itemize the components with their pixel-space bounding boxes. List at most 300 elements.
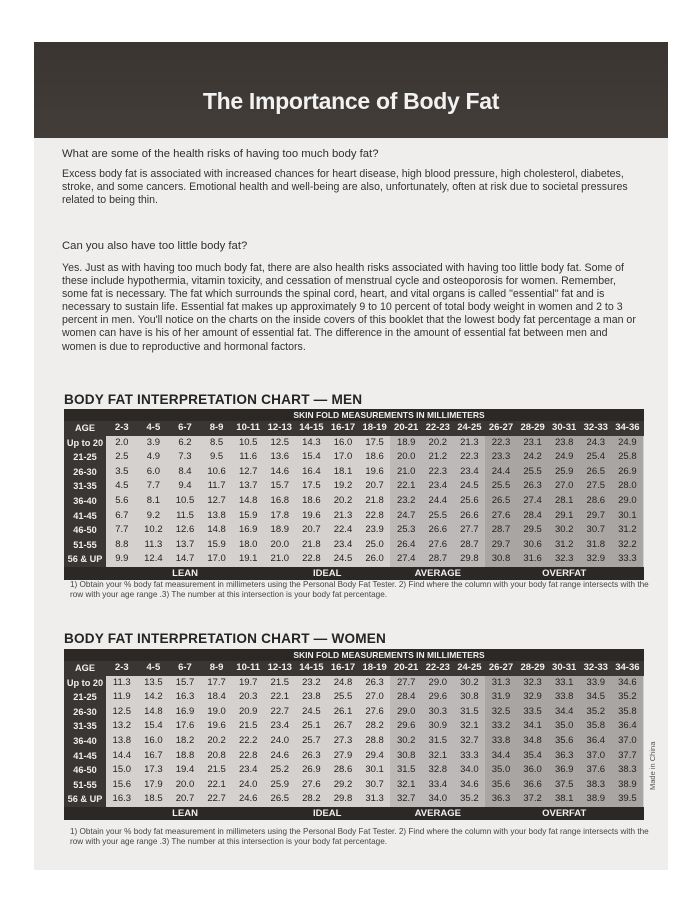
- table-cell: 11.6: [239, 451, 258, 463]
- table-cell: 13.5: [144, 676, 163, 688]
- table-cell: 35.2: [454, 792, 486, 807]
- column-header: 16-17: [330, 422, 356, 433]
- table-cell: 24.9: [548, 450, 580, 465]
- table-cell: 22.8: [238, 749, 258, 761]
- table-cell: 36.9: [548, 763, 580, 778]
- table-cell: 30.3: [422, 705, 454, 720]
- table-cell: 28.7: [454, 538, 486, 553]
- table-cell: 24.0: [238, 778, 258, 790]
- table-cell: 14.8: [207, 524, 226, 536]
- table-cell: 34.8: [517, 734, 549, 749]
- table-cell: 18.2: [175, 734, 195, 746]
- table-cell: 16.8: [270, 494, 290, 506]
- page-sheet: [34, 42, 668, 870]
- column-header: 8-9: [209, 422, 224, 433]
- table-cell: 22.4: [333, 524, 353, 536]
- table-cell: 32.1: [390, 778, 422, 793]
- table-cell: 28.7: [422, 552, 454, 567]
- table-cell: 18.8: [175, 749, 195, 761]
- age-label: 36-40: [64, 734, 106, 749]
- table-cell: 15.9: [238, 509, 258, 521]
- table-row: [64, 676, 644, 691]
- age-label: 21-25: [64, 690, 106, 705]
- table-cell: 15.4: [302, 451, 321, 463]
- table-row: [64, 705, 644, 720]
- table-cell: 25.1: [302, 720, 321, 732]
- table-cell: 9.4: [178, 480, 192, 492]
- table-cell: 29.7: [485, 538, 517, 553]
- table-cell: 26.3: [302, 749, 321, 761]
- table-cell: 21.5: [207, 764, 226, 776]
- column-header: 4-5: [146, 422, 161, 433]
- table-cell: 27.6: [302, 778, 321, 790]
- table-cell: 22.1: [270, 691, 290, 703]
- table-cell: 14.8: [238, 494, 258, 506]
- column-header-row: [64, 421, 644, 436]
- table-cell: 21.0: [390, 465, 422, 480]
- chart-women: [64, 649, 644, 820]
- table-cell: 34.0: [422, 792, 454, 807]
- table-cell: 25.8: [612, 450, 644, 465]
- table-cell: 27.4: [390, 552, 422, 567]
- table-cell: 12.5: [112, 705, 132, 717]
- table-cell: 36.3: [548, 749, 580, 764]
- table-cell: 17.3: [144, 764, 163, 776]
- table-cell: 25.5: [485, 479, 517, 494]
- column-header: 18-19: [362, 422, 387, 433]
- column-header: 10-11: [236, 662, 261, 673]
- table-cell: 35.8: [580, 719, 612, 734]
- table-cell: 8.4: [178, 465, 192, 477]
- table-cell: 24.4: [422, 494, 454, 509]
- table-row: [64, 719, 644, 734]
- table-cell: 28.7: [485, 523, 517, 538]
- column-header: 24-25: [457, 662, 482, 673]
- table-row: [64, 523, 644, 538]
- table-cell: 13.8: [112, 734, 132, 746]
- table-cell: 22.7: [270, 705, 290, 717]
- table-cell: 19.0: [207, 705, 226, 717]
- table-cell: 26.9: [302, 764, 321, 776]
- table-cell: 36.4: [580, 734, 612, 749]
- table-cell: 26.5: [580, 465, 612, 480]
- table-cell: 30.6: [517, 538, 549, 553]
- table-cell: 29.0: [390, 705, 422, 720]
- column-header: 6-7: [178, 422, 192, 433]
- table-cell: 31.5: [422, 734, 454, 749]
- table-cell: 4.5: [115, 480, 129, 492]
- table-cell: 33.5: [517, 705, 549, 720]
- table-cell: 32.1: [454, 719, 486, 734]
- table-cell: 2.0: [115, 436, 129, 448]
- table-cell: 19.4: [175, 764, 195, 776]
- table-cell: 29.0: [422, 676, 454, 691]
- table-cell: 26.5: [270, 793, 290, 805]
- table-cell: 27.4: [517, 494, 549, 509]
- question-1: What are some of the health risks of having too much body fat?: [62, 148, 379, 160]
- table-cell: 37.7: [612, 749, 644, 764]
- table-cell: 24.6: [238, 793, 258, 805]
- table-cell: 19.6: [207, 720, 226, 732]
- table-cell: 20.7: [302, 524, 321, 536]
- table-cell: 9.5: [209, 451, 224, 463]
- table-cell: 24.4: [485, 465, 517, 480]
- age-label: Up to 20: [64, 436, 106, 451]
- table-cell: 35.6: [485, 778, 517, 793]
- table-cell: 12.7: [238, 465, 258, 477]
- table-cell: 30.9: [422, 719, 454, 734]
- table-cell: 29.6: [390, 719, 422, 734]
- table-cell: 28.8: [365, 734, 384, 746]
- column-header-row: [64, 661, 644, 676]
- table-row: [64, 450, 644, 465]
- column-header: 32-33: [583, 422, 608, 433]
- table-row: [64, 465, 644, 480]
- table-cell: 2.5: [115, 451, 129, 463]
- table-cell: 16.3: [175, 691, 195, 703]
- table-cell: 28.2: [302, 793, 321, 805]
- table-cell: 34.6: [454, 778, 486, 793]
- table-cell: 27.6: [365, 705, 384, 717]
- column-header: 30-31: [552, 662, 577, 673]
- table-cell: 14.8: [144, 705, 163, 717]
- table-cell: 24.9: [612, 436, 644, 451]
- table-cell: 17.5: [302, 480, 321, 492]
- table-cell: 26.3: [365, 676, 384, 688]
- age-label: 51-55: [64, 778, 106, 793]
- table-cell: 22.7: [207, 793, 226, 805]
- table-cell: 17.6: [175, 720, 195, 732]
- table-cell: 25.6: [454, 494, 486, 509]
- table-cell: 34.1: [517, 719, 549, 734]
- table-cell: 25.9: [270, 778, 290, 790]
- column-header: 20-21: [394, 662, 419, 673]
- table-cell: 38.9: [612, 778, 644, 793]
- table-cell: 16.0: [333, 436, 353, 448]
- table-cell: 23.8: [548, 436, 580, 451]
- table-cell: 20.7: [365, 480, 384, 492]
- table-cell: 14.2: [144, 691, 163, 703]
- column-header: 34-36: [615, 662, 640, 673]
- table-row: [64, 690, 644, 705]
- table-cell: 15.6: [112, 778, 132, 790]
- age-label: 26-30: [64, 465, 106, 480]
- band-label-lean: LEAN: [172, 567, 198, 579]
- table-cell: 13.8: [207, 509, 226, 521]
- table-cell: 17.5: [365, 436, 384, 448]
- table-cell: 11.3: [112, 676, 131, 688]
- table-cell: 7.7: [115, 524, 129, 536]
- table-cell: 26.7: [333, 720, 353, 732]
- chart-title-women: BODY FAT INTERPRETATION CHART — WOMEN: [64, 631, 387, 646]
- table-cell: 13.2: [112, 720, 132, 732]
- table-cell: 20.2: [422, 436, 454, 451]
- table-cell: 33.2: [485, 719, 517, 734]
- table-cell: 27.5: [580, 479, 612, 494]
- column-header: 18-19: [362, 662, 387, 673]
- table-cell: 33.8: [485, 734, 517, 749]
- table-cell: 18.5: [144, 793, 163, 805]
- table-cell: 18.6: [365, 451, 384, 463]
- table-cell: 28.4: [390, 690, 422, 705]
- table-cell: 35.0: [548, 719, 580, 734]
- table-cell: 18.9: [270, 524, 290, 536]
- table-cell: 26.3: [517, 479, 549, 494]
- age-label: 41-45: [64, 749, 106, 764]
- table-cell: 28.2: [365, 720, 384, 732]
- column-header: 2-3: [114, 422, 129, 433]
- age-label: 46-50: [64, 763, 106, 778]
- table-cell: 28.1: [548, 494, 580, 509]
- table-cell: 24.5: [454, 479, 486, 494]
- table-cell: 12.7: [207, 494, 226, 506]
- column-header: 22-23: [425, 662, 450, 673]
- table-cell: 37.0: [580, 749, 612, 764]
- table-cell: 20.7: [175, 793, 195, 805]
- table-cell: 25.0: [365, 538, 384, 550]
- table-cell: 6.2: [178, 436, 192, 448]
- column-header: 8-9: [209, 662, 224, 673]
- table-cell: 15.9: [207, 538, 226, 550]
- table-cell: 30.7: [365, 778, 384, 790]
- table-cell: 4.9: [146, 451, 160, 463]
- table-cell: 11.9: [112, 691, 131, 703]
- table-cell: 23.4: [422, 479, 454, 494]
- table-row: [64, 778, 644, 793]
- table-row: [64, 749, 644, 764]
- table-cell: 30.7: [580, 523, 612, 538]
- table-cell: 16.7: [144, 749, 163, 761]
- table-cell: 18.1: [333, 465, 353, 477]
- table-cell: 25.9: [548, 465, 580, 480]
- table-cell: 15.7: [175, 676, 195, 688]
- table-cell: 12.6: [175, 524, 195, 536]
- table-cell: 31.3: [365, 793, 384, 805]
- age-header: AGE: [64, 421, 106, 436]
- age-label: 31-35: [64, 479, 106, 494]
- column-header: 10-11: [236, 422, 261, 433]
- table-cell: 34.4: [548, 705, 580, 720]
- table-cell: 22.3: [454, 450, 486, 465]
- table-cell: 11.5: [176, 509, 194, 521]
- table-cell: 21.2: [422, 450, 454, 465]
- table-cell: 14.7: [175, 553, 195, 565]
- table-cell: 26.4: [390, 538, 422, 553]
- table-row: [64, 538, 644, 553]
- table-cell: 12.4: [144, 553, 163, 565]
- table-cell: 17.0: [207, 553, 226, 565]
- table-cell: 33.1: [548, 676, 580, 691]
- table-cell: 20.0: [175, 778, 195, 790]
- table-row: [64, 552, 644, 567]
- table-cell: 13.6: [270, 451, 290, 463]
- age-label: 26-30: [64, 705, 106, 720]
- table-cell: 24.6: [270, 749, 290, 761]
- table-cell: 20.9: [238, 705, 258, 717]
- table-cell: 15.7: [270, 480, 290, 492]
- table-row: [64, 436, 644, 451]
- table-cell: 25.7: [302, 734, 321, 746]
- age-label: 31-35: [64, 719, 106, 734]
- table-cell: 7.3: [178, 451, 192, 463]
- table-cell: 30.8: [485, 552, 517, 567]
- chart-note-men: 1) Obtain your % body fat measurement in millimeters using the Personal Body Fat Tester. 2) Find where the column with your body fat range intersects with the row with your age range .3) The number at this intersection is your body fat percentage.: [70, 580, 649, 599]
- table-cell: 25.4: [580, 450, 612, 465]
- table-cell: 14.3: [302, 436, 321, 448]
- table-cell: 35.2: [580, 705, 612, 720]
- table-row: [64, 494, 644, 509]
- table-cell: 8.1: [146, 494, 160, 506]
- table-cell: 24.5: [302, 705, 321, 717]
- chart-men: [64, 409, 644, 580]
- table-cell: 29.1: [548, 509, 580, 524]
- table-cell: 28.0: [612, 479, 644, 494]
- column-header: 28-29: [520, 662, 545, 673]
- table-cell: 16.0: [144, 734, 163, 746]
- table-cell: 25.5: [333, 691, 353, 703]
- table-row: [64, 792, 644, 807]
- table-cell: 29.8: [454, 552, 486, 567]
- table-cell: 30.2: [390, 734, 422, 749]
- table-cell: 11.7: [207, 480, 226, 492]
- column-header: 14-15: [299, 662, 324, 673]
- table-cell: 10.5: [238, 436, 258, 448]
- band-legend-row: [64, 567, 644, 580]
- column-header: 30-31: [552, 422, 577, 433]
- table-cell: 16.4: [302, 465, 321, 477]
- table-cell: 20.2: [207, 734, 226, 746]
- table-cell: 17.0: [333, 451, 353, 463]
- column-header: 2-3: [114, 662, 129, 673]
- table-row: [64, 479, 644, 494]
- table-cell: 3.9: [146, 436, 160, 448]
- age-label: 51-55: [64, 538, 106, 553]
- page-title: The Importance of Body Fat: [202, 88, 500, 114]
- age-label: 46-50: [64, 523, 106, 538]
- column-header: 26-27: [488, 662, 514, 673]
- table-cell: 33.9: [580, 676, 612, 691]
- table-cell: 37.6: [580, 763, 612, 778]
- band-label-average: AVERAGE: [414, 807, 461, 819]
- band-label-ideal: IDEAL: [312, 807, 342, 819]
- table-cell: 32.1: [422, 749, 454, 764]
- table-cell: 27.0: [365, 691, 384, 703]
- column-header: 28-29: [520, 422, 545, 433]
- table-cell: 26.0: [365, 553, 384, 565]
- table-cell: 21.8: [302, 538, 321, 550]
- table-cell: 29.8: [333, 793, 353, 805]
- table-cell: 22.1: [390, 479, 422, 494]
- column-header: 24-25: [457, 422, 482, 433]
- table-cell: 3.5: [115, 465, 129, 477]
- age-label: 56 & UP: [64, 792, 106, 807]
- answer-1: Excess body fat is associated with increased chances for heart disease, high blood pressure, high cholesterol, diabetes, stroke, and some cancers. Emotional health and well-being are also, unfortunately, often at risk due to societal pressures related to being thin.: [62, 168, 628, 207]
- table-cell: 24.5: [333, 553, 353, 565]
- table-cell: 32.9: [517, 690, 549, 705]
- table-cell: 10.6: [207, 465, 226, 477]
- column-header: 4-5: [146, 662, 161, 673]
- table-cell: 20.0: [390, 450, 422, 465]
- table-cell: 23.1: [517, 436, 549, 451]
- table-cell: 7.7: [146, 480, 160, 492]
- table-cell: 6.7: [115, 509, 129, 521]
- table-cell: 35.6: [548, 734, 580, 749]
- table-cell: 30.8: [390, 749, 422, 764]
- table-row: [64, 734, 644, 749]
- table-cell: 26.9: [612, 465, 644, 480]
- table-cell: 33.8: [548, 690, 580, 705]
- chart-note-women: 1) Obtain your % body fat measurement in millimeters using the Personal Body Fat Tester. 2) Find where the column with your body fat range intersects with the row with your age range .3) The number at this intersection is your body fat percentage.: [70, 827, 649, 846]
- table-cell: 27.9: [333, 749, 353, 761]
- table-cell: 29.2: [333, 778, 353, 790]
- table-cell: 8.5: [209, 436, 224, 448]
- table-cell: 13.7: [175, 538, 195, 550]
- table-cell: 38.1: [548, 792, 580, 807]
- table-cell: 26.5: [485, 494, 517, 509]
- table-cell: 34.4: [485, 749, 517, 764]
- title-banner: [34, 42, 668, 138]
- table-cell: 24.2: [517, 450, 549, 465]
- table-cell: 30.2: [548, 523, 580, 538]
- table-cell: 38.3: [580, 778, 612, 793]
- table-cell: 15.4: [144, 720, 163, 732]
- table-cell: 20.8: [207, 749, 226, 761]
- table-cell: 10.2: [144, 524, 163, 536]
- question-2: Can you also have too little body fat?: [62, 240, 248, 252]
- table-cell: 22.8: [302, 553, 321, 565]
- table-cell: 33.3: [612, 552, 644, 567]
- table-cell: 31.3: [485, 676, 517, 691]
- table-cell: 25.3: [390, 523, 422, 538]
- table-cell: 19.1: [238, 553, 258, 565]
- column-header: 12-13: [267, 422, 292, 433]
- chart-title-men: BODY FAT INTERPRETATION CHART — MEN: [64, 392, 363, 407]
- age-label: 21-25: [64, 450, 106, 465]
- table-cell: 34.6: [612, 676, 644, 691]
- table-cell: 22.8: [365, 509, 384, 521]
- table-cell: 17.9: [144, 778, 163, 790]
- table-cell: 25.5: [517, 465, 549, 480]
- table-cell: 18.4: [207, 691, 226, 703]
- table-cell: 23.2: [390, 494, 422, 509]
- chart-header: SKIN FOLD MEASUREMENTS IN MILLIMETERS: [64, 409, 644, 421]
- table-cell: 21.3: [333, 509, 353, 521]
- table-cell: 26.6: [454, 509, 486, 524]
- table-cell: 36.3: [485, 792, 517, 807]
- table-cell: 11.3: [144, 538, 163, 550]
- table-cell: 28.6: [333, 764, 353, 776]
- table-cell: 31.6: [517, 552, 549, 567]
- table-cell: 27.7: [454, 523, 486, 538]
- age-label: Up to 20: [64, 676, 106, 691]
- band-label-lean: LEAN: [172, 807, 198, 819]
- table-cell: 20.3: [238, 691, 258, 703]
- column-header: 26-27: [488, 422, 514, 433]
- made-in-label: Made in China: [648, 741, 657, 790]
- table-cell: 12.5: [270, 436, 290, 448]
- table-cell: 21.8: [365, 494, 384, 506]
- age-label: 41-45: [64, 509, 106, 524]
- table-cell: 18.0: [238, 538, 258, 550]
- table-cell: 23.4: [238, 764, 258, 776]
- table-cell: 20.2: [333, 494, 353, 506]
- table-cell: 16.9: [238, 524, 258, 536]
- table-cell: 36.6: [517, 778, 549, 793]
- table-cell: 24.7: [390, 509, 422, 524]
- table-cell: 35.0: [485, 763, 517, 778]
- table-cell: 35.4: [517, 749, 549, 764]
- table-cell: 23.4: [333, 538, 353, 550]
